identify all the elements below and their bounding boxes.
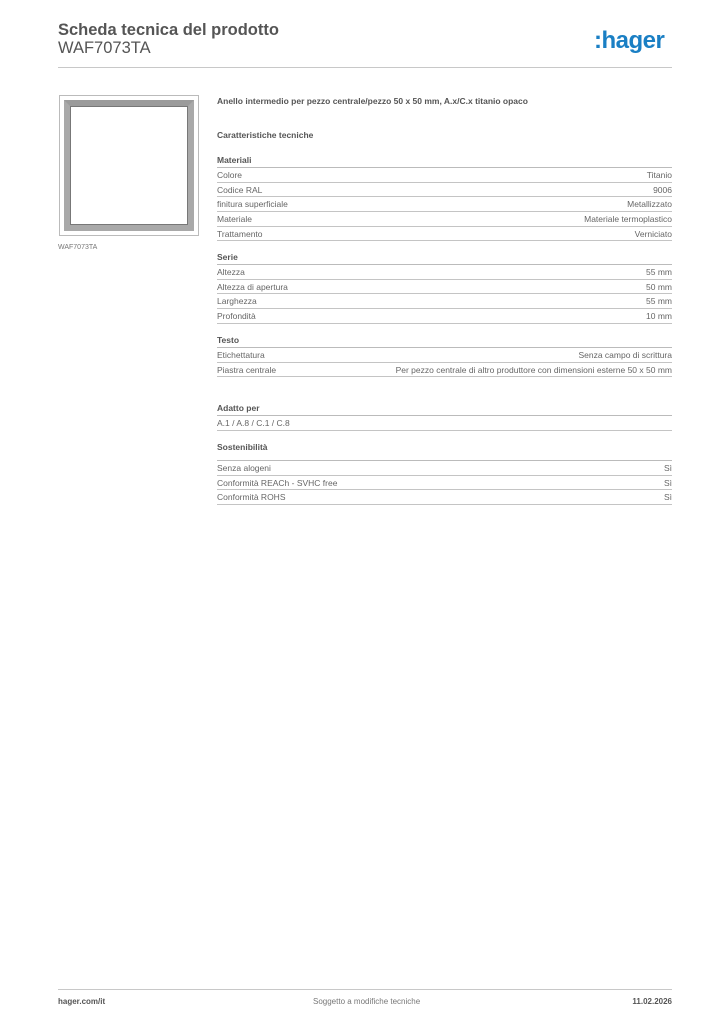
spec-value: Per pezzo centrale di altro produttore con dimensioni esterne 50 x 50 mm (395, 364, 672, 375)
spec-value: Sì (663, 477, 672, 488)
spec-label: Altezza (217, 267, 245, 277)
spec-value: 55 mm (646, 296, 672, 307)
spec-section (217, 441, 672, 505)
section-title: Serie (217, 251, 672, 265)
footer-note: Soggetto a modifiche tecniche (313, 997, 421, 1006)
spec-row (217, 416, 672, 431)
page-title: Scheda tecnica del prodotto (58, 21, 279, 39)
spec-row (217, 294, 672, 309)
spec-row (217, 212, 672, 227)
spec-row (217, 348, 672, 363)
spec-label: Materiale (217, 214, 252, 225)
spec-row (217, 227, 672, 242)
header-divider (58, 67, 672, 68)
spec-row (217, 265, 672, 280)
spec-value: 9006 (653, 184, 672, 195)
spec-row (217, 363, 672, 378)
spec-value: 50 mm (646, 281, 672, 292)
hager-logo: :hager (594, 27, 665, 54)
spec-label: Codice RAL (217, 184, 263, 195)
spec-value: Senza campo di scrittura (578, 350, 672, 360)
spec-value: Sì (663, 463, 672, 473)
spec-label: A.1 / A.8 / C.1 / C.8 (217, 418, 290, 428)
spec-row (217, 476, 672, 491)
spec-label: Piastra centrale (217, 364, 277, 375)
spec-row (217, 309, 672, 324)
specs-heading: Caratteristiche tecniche (217, 130, 314, 140)
footer-website[interactable]: hager.com/it (58, 997, 106, 1006)
spec-section (217, 251, 672, 324)
spec-label: Profondità (217, 311, 256, 322)
spec-label: Conformità ROHS (217, 492, 286, 503)
spec-label: Trattamento (217, 228, 263, 239)
spec-value: Titanio (646, 170, 672, 180)
spec-row (217, 490, 672, 505)
spec-value: 10 mm (646, 311, 672, 322)
spec-row (217, 197, 672, 212)
spec-label: Senza alogeni (217, 463, 271, 473)
spec-value: 55 mm (646, 267, 672, 277)
section-title: Adatto per (217, 402, 672, 416)
spec-label: Conformità REACh - SVHC free (217, 477, 338, 488)
product-image (59, 95, 199, 236)
spec-section (217, 154, 672, 241)
section-title: Sostenibilità (217, 441, 672, 461)
spec-row (217, 168, 672, 183)
footer-divider (58, 989, 672, 990)
spec-label: Etichettatura (217, 350, 265, 360)
product-code: WAF7073TA (58, 39, 151, 57)
spec-row (217, 183, 672, 198)
spec-value: Materiale termoplastico (584, 214, 672, 225)
product-description: Anello intermedio per pezzo centrale/pezzo 50 x 50 mm, A.x/C.x titanio opaco (217, 96, 528, 106)
spec-label: Larghezza (217, 296, 257, 307)
footer-date: 11.02.2026 (632, 997, 672, 1006)
spec-value: Sì (663, 492, 672, 503)
image-caption: WAF7073TA (58, 244, 98, 251)
spec-value: Verniciato (634, 228, 672, 239)
spec-label: Colore (217, 170, 243, 180)
spec-label: finitura superficiale (217, 199, 288, 210)
section-title: Materiali (217, 154, 672, 168)
spec-section (217, 402, 672, 431)
spec-value: Metallizzato (627, 199, 672, 210)
spec-section (217, 334, 672, 377)
spec-row (217, 461, 672, 476)
section-title: Testo (217, 334, 672, 348)
spec-row (217, 280, 672, 295)
spec-label: Altezza di apertura (217, 281, 288, 292)
